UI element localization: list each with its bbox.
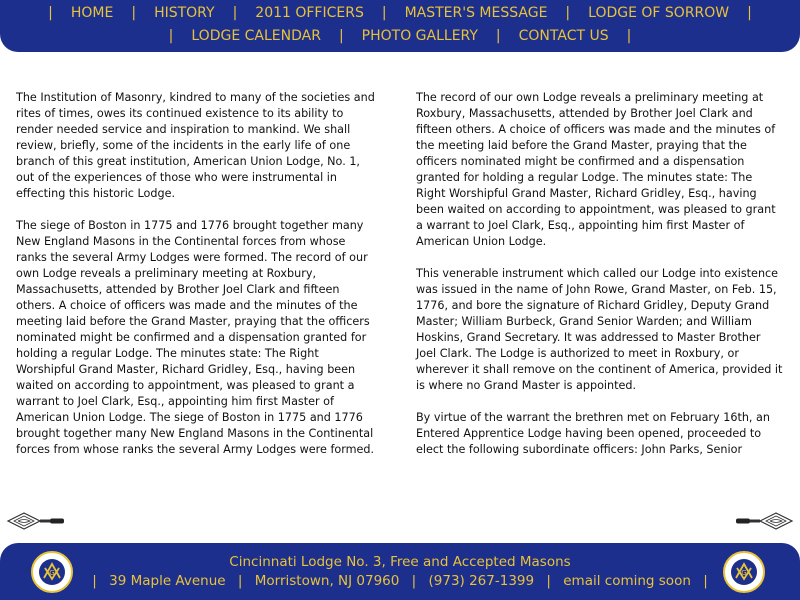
address: 39 Maple Avenue — [109, 573, 226, 589]
nav-contact-us[interactable]: CONTACT US — [518, 28, 609, 44]
nav-home[interactable]: HOME — [70, 5, 114, 21]
contact-line — [0, 573, 800, 589]
nav-separator: | — [48, 5, 53, 21]
nav-masters-message[interactable]: MASTER'S MESSAGE — [404, 5, 548, 21]
nav-separator: | — [381, 5, 387, 21]
footer-separator: | — [92, 573, 97, 589]
nav-lodge-calendar[interactable]: LODGE CALENDAR — [191, 28, 321, 44]
city: Morristown, NJ 07960 — [254, 573, 400, 589]
nav-photo-gallery[interactable]: PHOTO GALLERY — [361, 28, 478, 44]
nav-2011-officers[interactable]: 2011 OFFICERS — [255, 5, 364, 21]
footer-separator: | — [703, 573, 708, 589]
nav-separator: | — [232, 5, 238, 21]
footer-separator: | — [546, 573, 551, 589]
nav-separator: | — [626, 28, 632, 44]
phone: (973) 267-1399 — [428, 573, 535, 589]
nav-row-2 — [0, 28, 800, 44]
nav-separator: | — [338, 28, 344, 44]
nav-separator: | — [565, 5, 571, 21]
content-column-right — [416, 90, 784, 474]
footer — [0, 543, 800, 600]
nav-history[interactable]: HISTORY — [154, 5, 215, 21]
nav-separator: | — [131, 5, 137, 21]
nav-row-1 — [0, 5, 800, 21]
masonic-seal-icon — [722, 550, 766, 594]
footer-separator: | — [237, 573, 243, 589]
paragraph: The record of our own Lodge reveals a preliminary meeting at Roxbury, Massachusetts, attended by Brother Joel Clark and fifteen others. A choice of officers was made and the minutes of the meeting laid before the Grand Master, praying that the officers nominated might be confirmed and a dispensation granted for holding a regular Lodge. The minutes state: The Right Worshipful Grand Master, Richard Gridley, Esq., having been waited on according to appointment, was pleased to grant a warrant to Joel Clark, Esq., appointing him first Master of American Union Lodge. — [416, 91, 776, 248]
top-navigation — [0, 0, 800, 52]
trowel-icon — [6, 510, 66, 532]
nav-separator: | — [747, 5, 752, 21]
paragraph: By virtue of the warrant the brethren met on February 16th, an Entered Apprentice Lodge having been opened, proceeded to elect the following subordinate officers: John Parks, Senior — [416, 411, 770, 456]
lodge-name: Cincinnati Lodge No. 3, Free and Accepted Masons — [229, 554, 571, 570]
nav-lodge-of-sorrow[interactable]: LODGE OF SORROW — [588, 5, 730, 21]
masonic-seal-icon — [30, 550, 74, 594]
paragraph: The Institution of Masonry, kindred to many of the societies and rites of times, owes its continued existence to its ability to render needed service and inspiration to mankind. We shall review, briefly, some of the incidents in the early life of one branch of this great institution, American Union Lodge, No. 1, out of the experiences of those who were instrumental in effecting this historic Lodge. — [16, 91, 375, 200]
nav-separator: | — [168, 28, 174, 44]
svg-text:G: G — [741, 569, 747, 577]
paragraph: The siege of Boston in 1775 and 1776 brought together many New England Masons in the Continental forces from whose ranks the several Army Lodges were formed. The record of our own Lodge reveals a preliminary meeting at Roxbury, Massachusetts, attended by Brother Joel Clark and fifteen others. A choice of officers was made and the minutes of the meeting laid before the Grand Master, praying that the officers nominated might be confirmed and a dispensation granted for holding a regular Lodge. The minutes state: The Right Worshipful Grand Master, Richard Gridley, Esq., having been waited on according to appointment, was pleased to grant a warrant to Joel Clark, Esq., appointing him first Master of American Union Lodge. The siege of Boston in 1775 and 1776 brought together many New England Masons in the Continental forces from whose ranks the several Army Lodges were formed. — [16, 219, 375, 456]
nav-separator: | — [495, 28, 501, 44]
footer-separator: | — [411, 573, 417, 589]
content-column-left — [16, 90, 376, 474]
svg-text:G: G — [49, 569, 55, 577]
email-text: email coming soon — [563, 573, 691, 589]
trowel-icon — [734, 510, 794, 532]
paragraph: This venerable instrument which called our Lodge into existence was issued in the name of John Rowe, Grand Master, on Feb. 15, 1776, and bore the signature of Richard Gridley, Deputy Grand Master; William Burbeck, Grand Senior Warden; and William Hoskins, Grand Secretary. It was addressed to Master Brother Joel Clark. The Lodge is authorized to meet in Roxbury, or wherever it shall remove on the continent of America, provided it is where no Grand Master is appointed. — [416, 267, 783, 392]
